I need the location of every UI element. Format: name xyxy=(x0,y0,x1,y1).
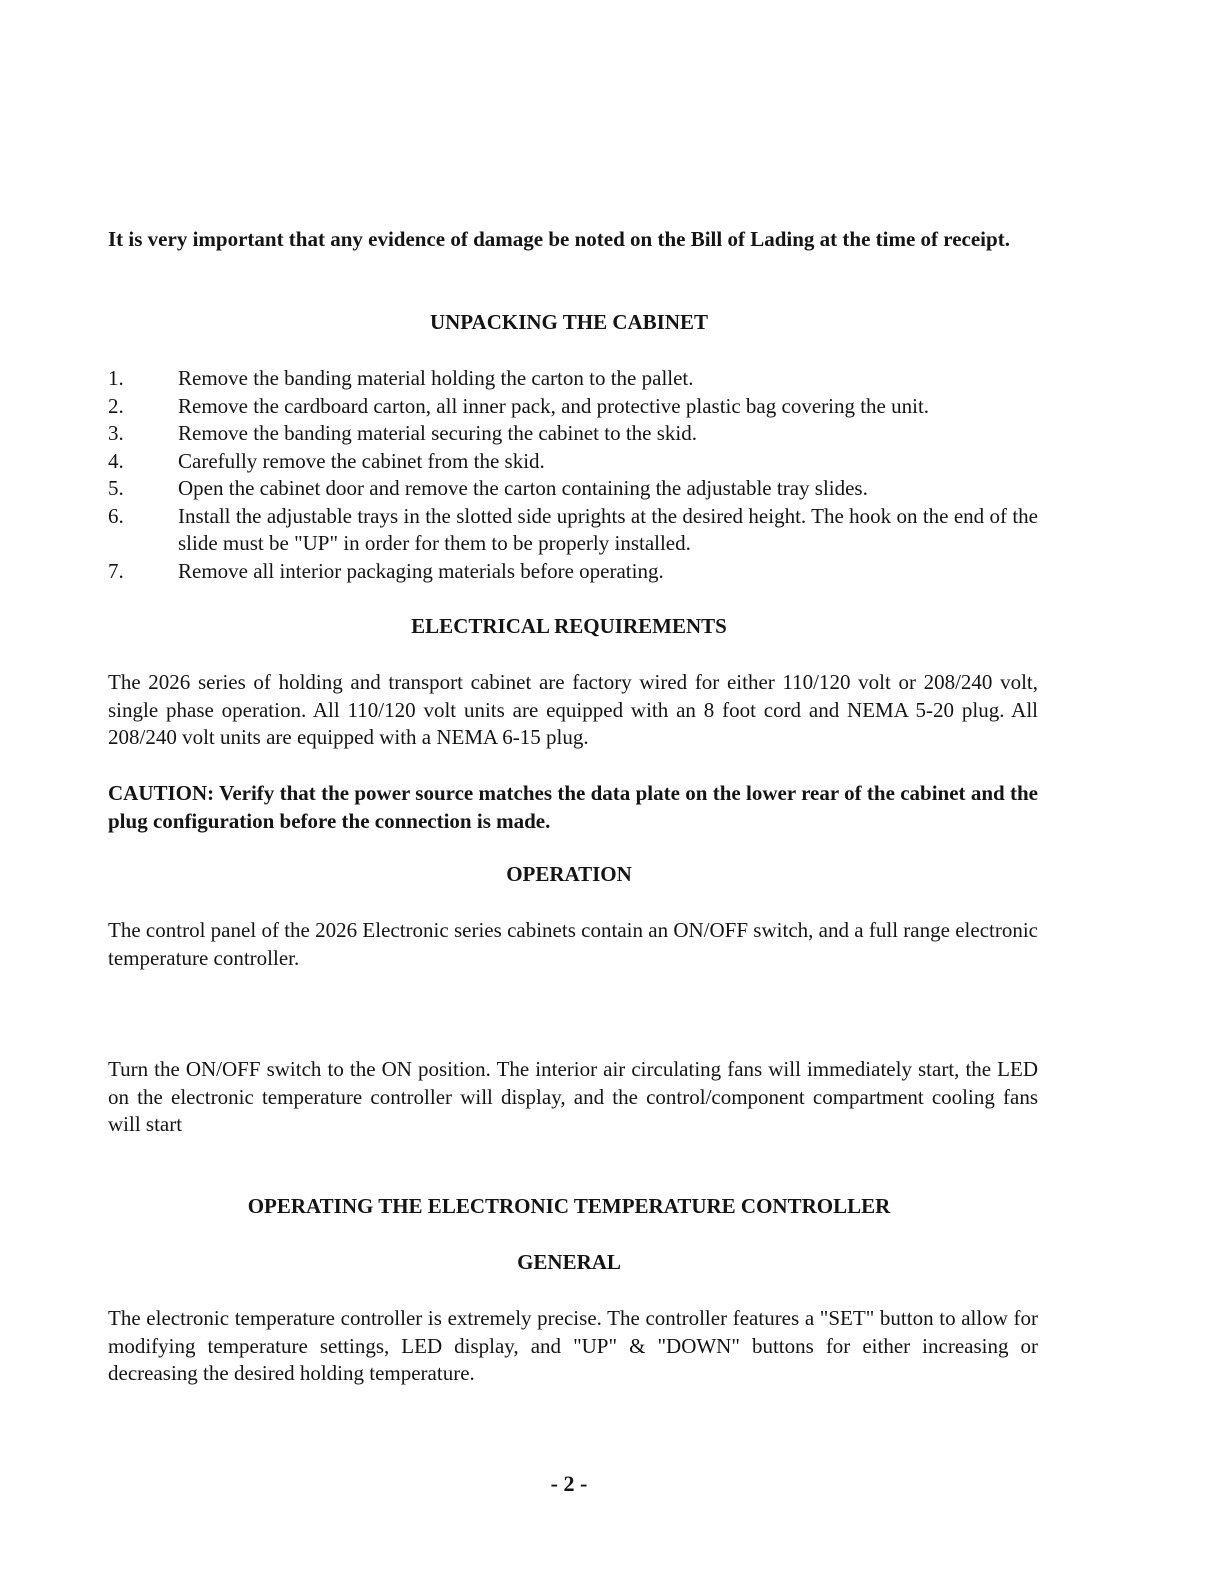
list-item xyxy=(108,448,1038,476)
list-item xyxy=(108,393,1038,421)
operation-body-1: The control panel of the 2026 Electronic series cabinets contain an ON/OFF switch, and a full range electronic temperature controller. xyxy=(108,918,1038,970)
caution-notice: CAUTION: Verify that the power source matches the data plate on the lower rear of the cabinet and the plug configuration before the connection is made. xyxy=(108,781,1038,833)
step-text: Remove all interior packaging materials before operating. xyxy=(178,558,664,583)
unpacking-heading: UNPACKING THE CABINET xyxy=(429,310,709,334)
electrical-body: The 2026 series of holding and transport cabinet are factory wired for either 110/120 volt or 208/240 volt, single phase operation. All 110/120 volt units are equipped with an 8 foot cord and NEMA 5-20 plug. All 208/240 volt units are equipped with a NEMA 6-15 plug. xyxy=(108,670,1038,749)
step-number: 3. xyxy=(108,421,124,445)
step-text: Open the cabinet door and remove the carton containing the adjustable tray slides. xyxy=(178,476,868,500)
list-item xyxy=(108,420,1038,448)
list-item xyxy=(108,503,1038,558)
controller-body: The electronic temperature controller is extremely precise. The controller features a "SET" button to allow for modifying temperature settings, LED display, and "UP" & "DOWN" buttons for either increasing or decreasing the desired holding temperature. xyxy=(108,1306,1038,1385)
unpacking-steps-list xyxy=(108,365,1038,585)
step-text: Install the adjustable trays in the slotted side uprights at the desired height. The hook on the end of the slide must be "UP" in order for them to be properly installed. xyxy=(178,503,1038,555)
step-number: 7. xyxy=(108,558,124,583)
step-number: 4. xyxy=(108,448,124,473)
step-number: 2. xyxy=(108,393,124,418)
operation-heading: OPERATION xyxy=(506,862,632,886)
step-text: Carefully remove the cabinet from the skid. xyxy=(178,448,545,473)
list-item xyxy=(108,475,1038,503)
controller-heading: OPERATING THE ELECTRONIC TEMPERATURE CONTROLLER xyxy=(247,1194,891,1218)
electrical-heading: ELECTRICAL REQUIREMENTS xyxy=(411,614,727,638)
step-text: Remove the banding material securing the cabinet to the skid. xyxy=(178,421,698,445)
list-item xyxy=(108,558,1038,586)
page-number: - 2 - xyxy=(550,1471,588,1496)
damage-notice: It is very important that any evidence of damage be noted on the Bill of Lading at the time of receipt. xyxy=(108,227,1010,251)
step-number: 5. xyxy=(108,476,124,500)
step-text: Remove the banding material holding the carton to the pallet. xyxy=(178,366,694,390)
operation-body-2: Turn the ON/OFF switch to the ON position. The interior air circulating fans will immediately start, the LED on the electronic temperature controller will display, and the control/component compartment cooling fans will start xyxy=(108,1057,1038,1136)
step-number: 1. xyxy=(108,366,124,390)
list-item xyxy=(108,365,1038,393)
general-subheading: GENERAL xyxy=(517,1250,621,1274)
step-text: Remove the cardboard carton, all inner pack, and protective plastic bag covering the unit. xyxy=(178,393,930,418)
step-number: 6. xyxy=(108,503,124,528)
